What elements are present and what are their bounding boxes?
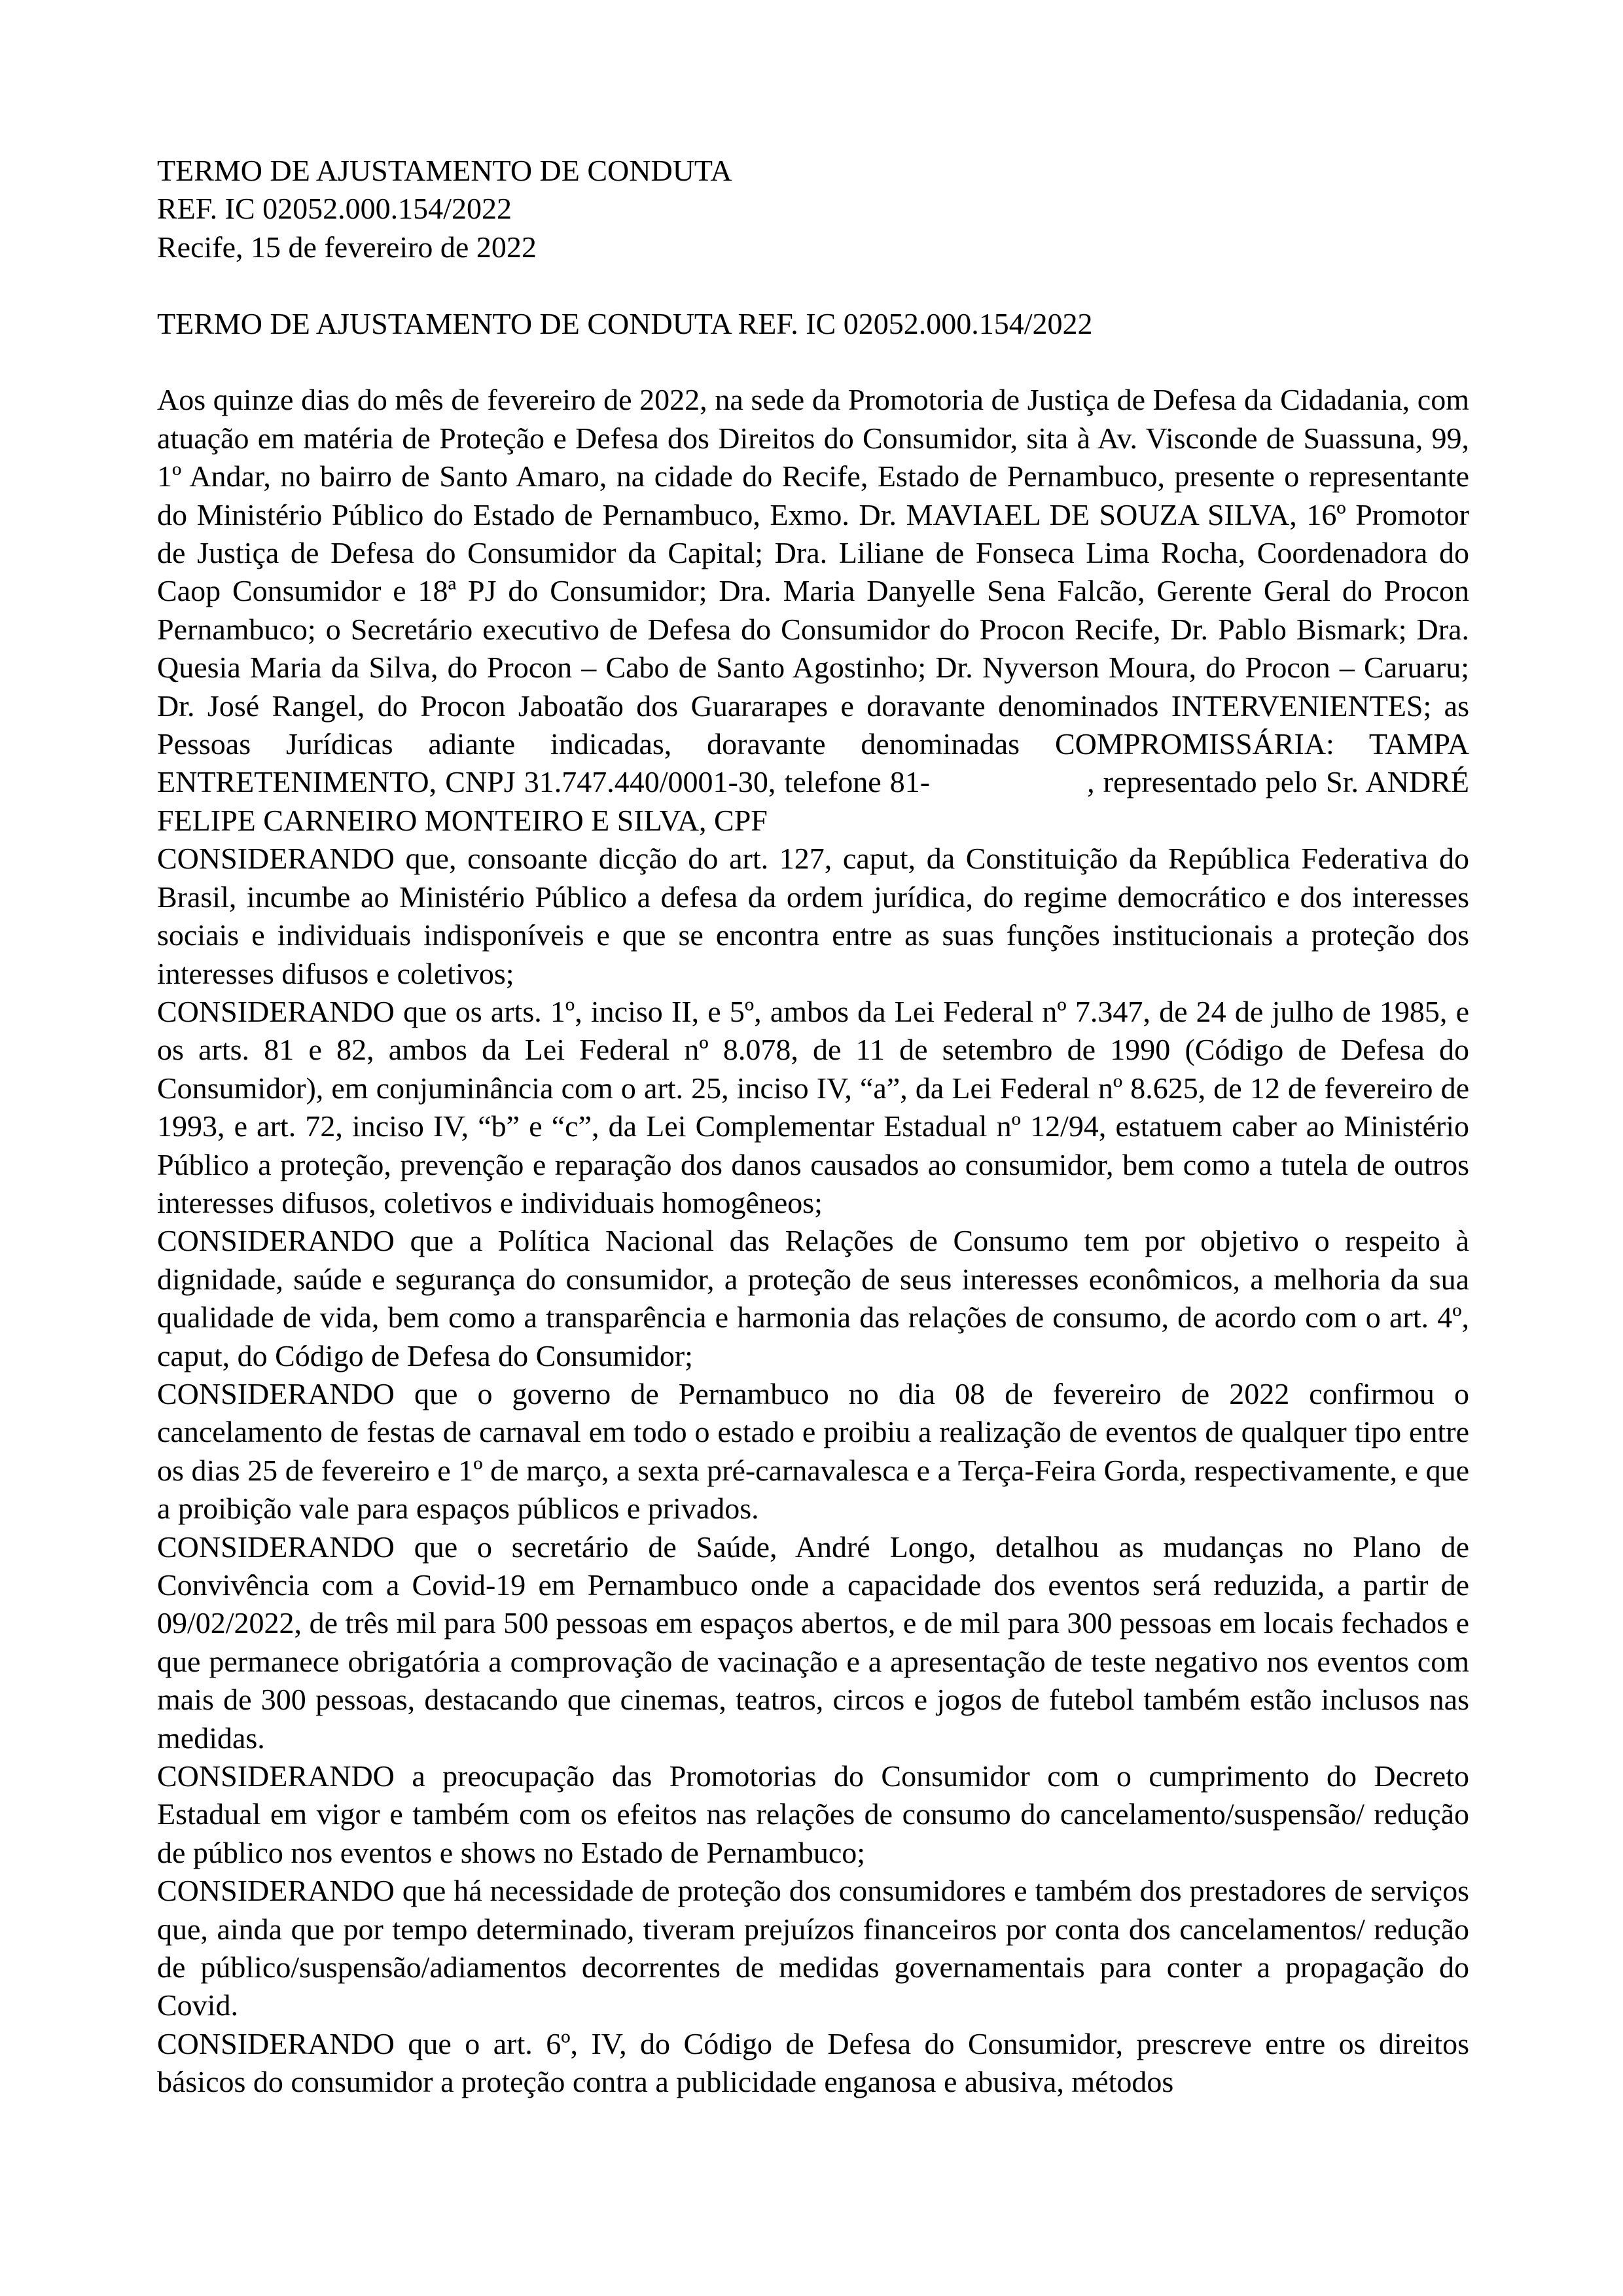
- considerando-paragraph: CONSIDERANDO a preocupação das Promotorias do Consumidor com o cumprimento do Decreto Estadual em vigor e também com os efeitos nas relações de consumo do cancelamento/suspensão/ redução de público nos eventos e shows no Estado de Pernambuco;: [157, 1759, 1469, 1869]
- spacer: [157, 343, 1469, 381]
- document-title: TERMO DE AJUSTAMENTO DE CONDUTA: [157, 154, 732, 187]
- considerando-paragraph: CONSIDERANDO que há necessidade de proteção dos consumidores e também dos prestadores de serviços que, ainda que por tempo determinado, tiveram prejuízos financeiros por conta dos cancelamentos/ redução de público/suspensão/adiamentos decorrentes de medidas governamentais para conter a propagação do Covid.: [157, 1874, 1469, 2022]
- considerando-paragraph: CONSIDERANDO que o art. 6º, IV, do Código de Defesa do Consumidor, prescreve entre os direitos básicos do consumidor a proteção contra a publicidade enganosa e abusiva, métodos: [157, 2026, 1469, 2099]
- document-subtitle: TERMO DE AJUSTAMENTO DE CONDUTA REF. IC 02052.000.154/2022: [157, 306, 1093, 340]
- preamble-paragraph: [157, 381, 1469, 840]
- spacer: [157, 266, 1469, 304]
- considerando-paragraph: CONSIDERANDO que o governo de Pernambuco no dia 08 de fevereiro de 2022 confirmou o cancelamento de festas de carnaval em todo o estado e proibiu a realização de eventos de qualquer tipo entre os dias 25 de fevereiro e 1º de março, a sexta pré-carnavalesca e a Terça-Feira Gorda, respectivamente, e que a proibição vale para espaços públicos e privados.: [157, 1376, 1469, 1526]
- preamble-text: Aos quinze dias do mês de fevereiro de 2022, na sede da Promotoria de Justiça de Defesa da Cidadania, com atuação em matéria de Proteção e Defesa dos Direitos do Consumidor, sita à Av. Visconde de Suassuna, 99, 1º Andar, no bairro de Santo Amaro, na cidade do Recife, Estado de Pernambuco, presente o representante do Ministério Público do Estado de Pernambuco, Exmo. Dr. MAVIAEL DE SOUZA SILVA, 16º Promotor de Justiça de Defesa do Consumidor da Capital; Dra. Liliane de Fonseca Lima Rocha, Coordenadora do Caop Consumidor e 18ª PJ do Consumidor; Dra. Maria Danyelle Sena Falcão, Gerente Geral do Procon Pernambuco; o Secretário executivo de Defesa do Consumidor do Procon Recife, Dr. Pablo Bismark; Dra. Quesia Maria da Silva, do Procon – Cabo de Santo Agostinho; Dr. Nyverson Moura, do Procon – Caruaru; Dr. José Rangel, do Procon Jaboatão dos Guararapes e doravante denominados INTERVENIENTES; as Pessoas Jurídicas adiante indicadas, doravante denominadas COMPROMISSÁRIA: TAMPA ENTRETENIMENTO, CNPJ 31.747.440/0001-30, telefone 81-: [157, 383, 1469, 799]
- document-reference: REF. IC 02052.000.154/2022: [157, 192, 512, 226]
- considerando-paragraph: CONSIDERANDO que, consoante dicção do art. 127, caput, da Constituição da República Federativa do Brasil, incumbe ao Ministério Público a defesa da ordem jurídica, do regime democrático e dos interesses sociais e individuais indisponíveis e que se encontra entre as suas funções institucionais a proteção dos interesses difusos e coletivos;: [157, 842, 1469, 990]
- preamble-text-continued: , representado pelo Sr. ANDRÉ FELIPE CARNEIRO MONTEIRO E SILVA, CPF: [157, 765, 1469, 837]
- considerando-paragraph: CONSIDERANDO que a Política Nacional das Relações de Consumo tem por objetivo o respeito à dignidade, saúde e segurança do consumidor, a proteção de seus interesses econômicos, a melhoria da sua qualidade de vida, bem como a transparência e harmonia das relações de consumo, de acordo com o art. 4º, caput, do Código de Defesa do Consumidor;: [157, 1224, 1469, 1372]
- place-and-date: Recife, 15 de fevereiro de 2022: [157, 230, 537, 264]
- redacted-phone: [930, 768, 1087, 797]
- considerando-paragraph: CONSIDERANDO que o secretário de Saúde, André Longo, detalhou as mudanças no Plano de Convivência com a Covid-19 em Pernambuco onde a capacidade dos eventos será reduzida, a partir de 09/02/2022, de três mil para 500 pessoas em espaços abertos, e de mil para 300 pessoas em locais fechados e que permanece obrigatória a comprovação de vacinação e a apresentação de teste negativo nos eventos com mais de 300 pessoas, destacando que cinemas, teatros, circos e jogos de futebol também estão inclusos nas medidas.: [157, 1530, 1469, 1755]
- considerando-paragraph: CONSIDERANDO que os arts. 1º, inciso II, e 5º, ambos da Lei Federal nº 7.347, de 24 de julho de 1985, e os arts. 81 e 82, ambos da Lei Federal nº 8.078, de 11 de setembro de 1990 (Código de Defesa do Consumidor), em conjuminância com o art. 25, inciso IV, “a”, da Lei Federal nº 8.625, de 12 de fevereiro de 1993, e art. 72, inciso IV, “b” e “c”, da Lei Complementar Estadual nº 12/94, estatuem caber ao Ministério Público a proteção, prevenção e reparação dos danos causados ao consumidor, bem como a tutela de outros interesses difusos, coletivos e individuais homogêneos;: [157, 994, 1469, 1219]
- document-page: [157, 152, 1469, 2102]
